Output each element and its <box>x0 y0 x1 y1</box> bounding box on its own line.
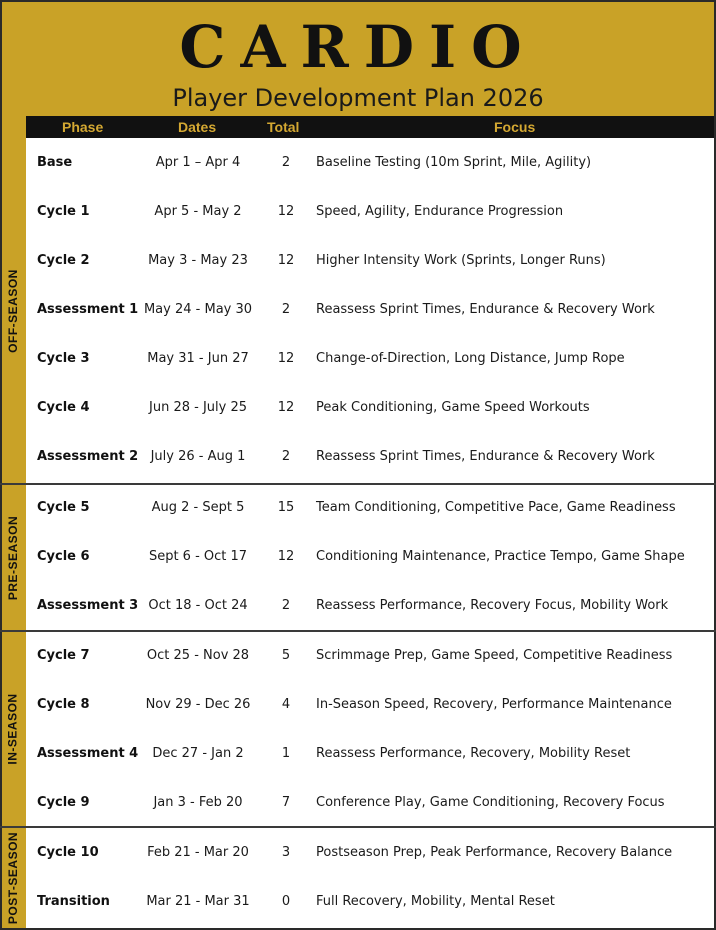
season-label-pre-season <box>0 484 26 631</box>
dates-cell: Oct 18 - Oct 24 <box>148 598 248 613</box>
focus-cell: In-Season Speed, Recovery, Performance Maintenance <box>316 697 672 712</box>
dates-cell: Apr 1 – Apr 4 <box>155 155 241 170</box>
focus-cell: Reassess Performance, Recovery Focus, Mobility Work <box>316 598 669 613</box>
focus-cell: Team Conditioning, Competitive Pace, Game Readiness <box>316 500 676 515</box>
table-row <box>26 187 714 236</box>
phase-cell: Assessment 4 <box>37 746 139 761</box>
table-row <box>26 383 714 432</box>
focus-cell: Scrimmage Prep, Game Speed, Competitive Readiness <box>316 648 673 663</box>
table-row <box>26 877 714 926</box>
focus-cell: Postseason Prep, Peak Performance, Recovery Balance <box>316 845 673 860</box>
phase-cell: Assessment 2 <box>37 449 139 464</box>
dates-cell: Aug 2 - Sept 5 <box>151 500 245 515</box>
focus-cell: Conditioning Maintenance, Practice Tempo, Game Shape <box>316 549 685 564</box>
phase-cell: Cycle 7 <box>37 648 90 663</box>
dates-cell: Mar 21 - Mar 31 <box>146 894 250 909</box>
season-label-text: OFF-SEASON <box>6 269 21 353</box>
total-cell: 12 <box>277 400 295 415</box>
total-cell: 7 <box>281 795 291 810</box>
phase-cell: Assessment 3 <box>37 598 139 613</box>
season-label-text: PRE-SEASON <box>6 515 21 600</box>
phase-cell: Cycle 1 <box>37 204 90 219</box>
phase-cell: Cycle 8 <box>37 697 90 712</box>
total-cell: 12 <box>277 204 295 219</box>
phase-cell: Cycle 6 <box>37 549 90 564</box>
season-label-post-season <box>0 827 26 928</box>
focus-cell: Change-of-Direction, Long Distance, Jump Rope <box>316 351 625 366</box>
phase-cell: Cycle 10 <box>37 845 99 860</box>
season-divider <box>0 630 716 632</box>
column-header-phase: Phase <box>62 119 104 135</box>
total-cell: 12 <box>277 253 295 268</box>
dates-cell: Jun 28 - July 25 <box>149 400 247 415</box>
page-title: CARDIO <box>179 13 537 81</box>
total-cell: 2 <box>281 155 291 170</box>
dates-cell: May 24 - May 30 <box>143 302 253 317</box>
phase-cell: Assessment 1 <box>37 302 139 317</box>
phase-cell: Cycle 5 <box>37 500 90 515</box>
season-label-text: IN-SEASON <box>6 693 20 765</box>
phase-cell: Cycle 2 <box>37 253 90 268</box>
column-header-focus: Focus <box>494 119 536 135</box>
table-row <box>26 680 714 729</box>
table-row <box>26 532 714 581</box>
total-cell: 15 <box>277 500 295 515</box>
phase-cell: Cycle 3 <box>37 351 90 366</box>
focus-cell: Higher Intensity Work (Sprints, Longer Runs) <box>316 253 606 268</box>
phase-cell: Base <box>37 155 73 170</box>
season-label-off-season <box>0 138 26 484</box>
dates-cell: May 3 - May 23 <box>148 253 248 268</box>
schedule-table <box>26 138 714 928</box>
table-row <box>26 236 714 285</box>
total-cell: 1 <box>281 746 291 761</box>
focus-cell: Reassess Sprint Times, Endurance & Recovery Work <box>316 449 655 464</box>
dates-cell: Oct 25 - Nov 28 <box>146 648 250 663</box>
dates-cell: Apr 5 - May 2 <box>154 204 242 219</box>
table-row <box>26 778 714 827</box>
total-cell: 4 <box>281 697 291 712</box>
season-label-text: POST-SEASON <box>6 831 20 924</box>
total-cell: 2 <box>281 598 291 613</box>
table-row <box>26 138 714 187</box>
focus-cell: Peak Conditioning, Game Speed Workouts <box>316 400 590 415</box>
focus-cell: Full Recovery, Mobility, Mental Reset <box>316 894 555 909</box>
table-header <box>26 116 714 138</box>
table-row <box>26 631 714 680</box>
table-row <box>26 432 714 481</box>
dates-cell: Jan 3 - Feb 20 <box>153 795 243 810</box>
total-cell: 3 <box>281 845 291 860</box>
phase-cell: Transition <box>37 894 110 909</box>
dates-cell: Nov 29 - Dec 26 <box>145 697 251 712</box>
table-row <box>26 334 714 383</box>
table-row <box>26 285 714 334</box>
phase-cell: Cycle 4 <box>37 400 90 415</box>
table-row <box>26 828 714 877</box>
total-cell: 0 <box>281 894 291 909</box>
page-subtitle: Player Development Plan 2026 <box>172 84 544 112</box>
season-divider <box>0 826 716 828</box>
dates-cell: Sept 6 - Oct 17 <box>148 549 248 564</box>
column-header-dates: Dates <box>178 119 217 135</box>
total-cell: 5 <box>281 648 291 663</box>
dates-cell: Feb 21 - Mar 20 <box>147 845 249 860</box>
table-row <box>26 729 714 778</box>
total-cell: 2 <box>281 449 291 464</box>
total-cell: 12 <box>277 351 295 366</box>
focus-cell: Speed, Agility, Endurance Progression <box>316 204 564 219</box>
total-cell: 2 <box>281 302 291 317</box>
column-header-total: Total <box>267 119 300 135</box>
focus-cell: Baseline Testing (10m Sprint, Mile, Agility) <box>316 155 592 170</box>
total-cell: 12 <box>277 549 295 564</box>
phase-cell: Cycle 9 <box>37 795 90 810</box>
season-label-in-season <box>0 631 26 827</box>
table-row <box>26 483 714 532</box>
focus-cell: Conference Play, Game Conditioning, Recovery Focus <box>316 795 665 810</box>
season-divider <box>0 483 716 485</box>
focus-cell: Reassess Sprint Times, Endurance & Recovery Work <box>316 302 655 317</box>
dates-cell: May 31 - Jun 27 <box>147 351 249 366</box>
dates-cell: July 26 - Aug 1 <box>150 449 246 464</box>
dates-cell: Dec 27 - Jan 2 <box>152 746 244 761</box>
focus-cell: Reassess Performance, Recovery, Mobility Reset <box>316 746 631 761</box>
table-row <box>26 581 714 630</box>
